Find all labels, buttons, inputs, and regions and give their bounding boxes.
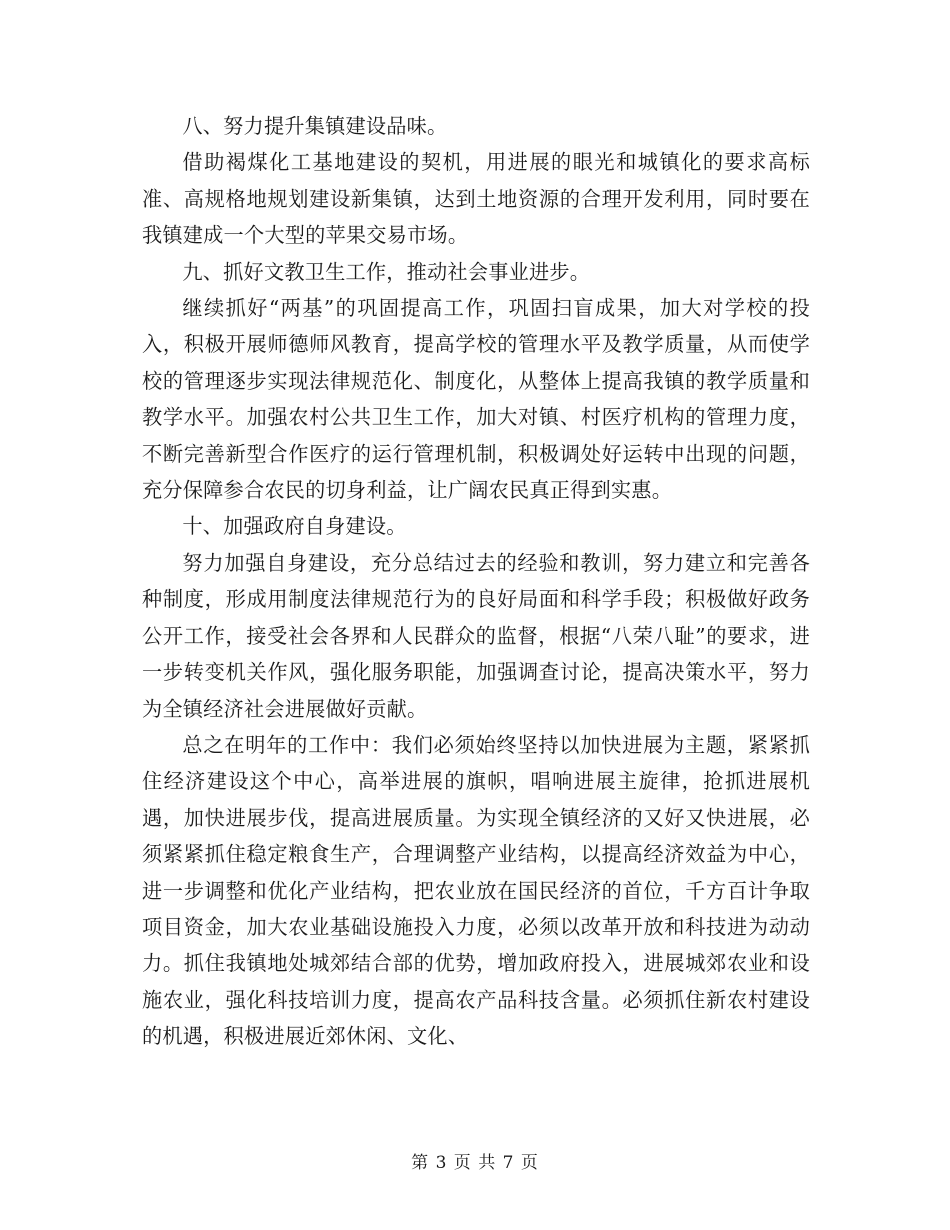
section-heading-10: 十、加强政府自身建设。 [182,514,407,539]
document-body [142,108,810,1055]
section-heading-9: 九、抓好文教卫生工作，推动社会事业进步。 [182,259,591,284]
paragraph-10: 努力加强自身建设，充分总结过去的经验和教训，努力建立和完善各种制度，形成用制度法律规范行为的良好局面和科学手段；积极做好政务公开工作，接受社会各界和人民群众的监督，根据“八荣八耻”的要求，进一步转变机关作风，强化服务职能，加强调查讨论，提高决策水平，努力为全镇经济社会进展做好贡献。 [142,550,810,721]
page-number-footer: 第 3 页 共 7 页 [411,1153,539,1173]
paragraph-8: 借助褐煤化工基地建设的契机，用进展的眼光和城镇化的要求高标准、高规格地规划建设新集镇，达到土地资源的合理开发利用，同时要在我镇建成一个大型的苹果交易市场。 [142,150,810,248]
paragraph-9: 继续抓好“两基”的巩固提高工作，巩固扫盲成果，加大对学校的投入，积极开展师德师风教育，提高学校的管理水平及教学质量，从而使学校的管理逐步实现法律规范化、制度化，从整体上提高我镇的教学质量和教学水平。加强农村公共卫生工作，加大对镇、村医疗机构的管理力度，不断完善新型合作医疗的运行管理机制，积极调处好运转中出现的问题，充分保障参合农民的切身利益，让广阔农民真正得到实惠。 [142,296,810,503]
section-heading-8: 八、努力提升集镇建设品味。 [182,114,448,138]
paragraph-summary: 总之在明年的工作中：我们必须始终坚持以加快进展为主题，紧紧抓住经济建设这个中心，高举进展的旗帜，唱响进展主旋律，抢抓进展机遇，加快进展步伐，提高进展质量。为实现全镇经济的又好又快进展，必须紧紧抓住稳定粮食生产，合理调整产业结构，以提高经济效益为中心，进一步调整和优化产业结构，把农业放在国民经济的首位，千方百计争取项目资金，加大农业基础设施投入力度，必须以改革开放和科技进为动动力。抓住我镇地处城郊结合部的优势，增加政府投入，进展城郊农业和设施农业，强化科技培训力度，提高农产品科技含量。必须抓住新农村建设的机遇，积极进展近郊休闲、文化、 [142,732,810,1049]
